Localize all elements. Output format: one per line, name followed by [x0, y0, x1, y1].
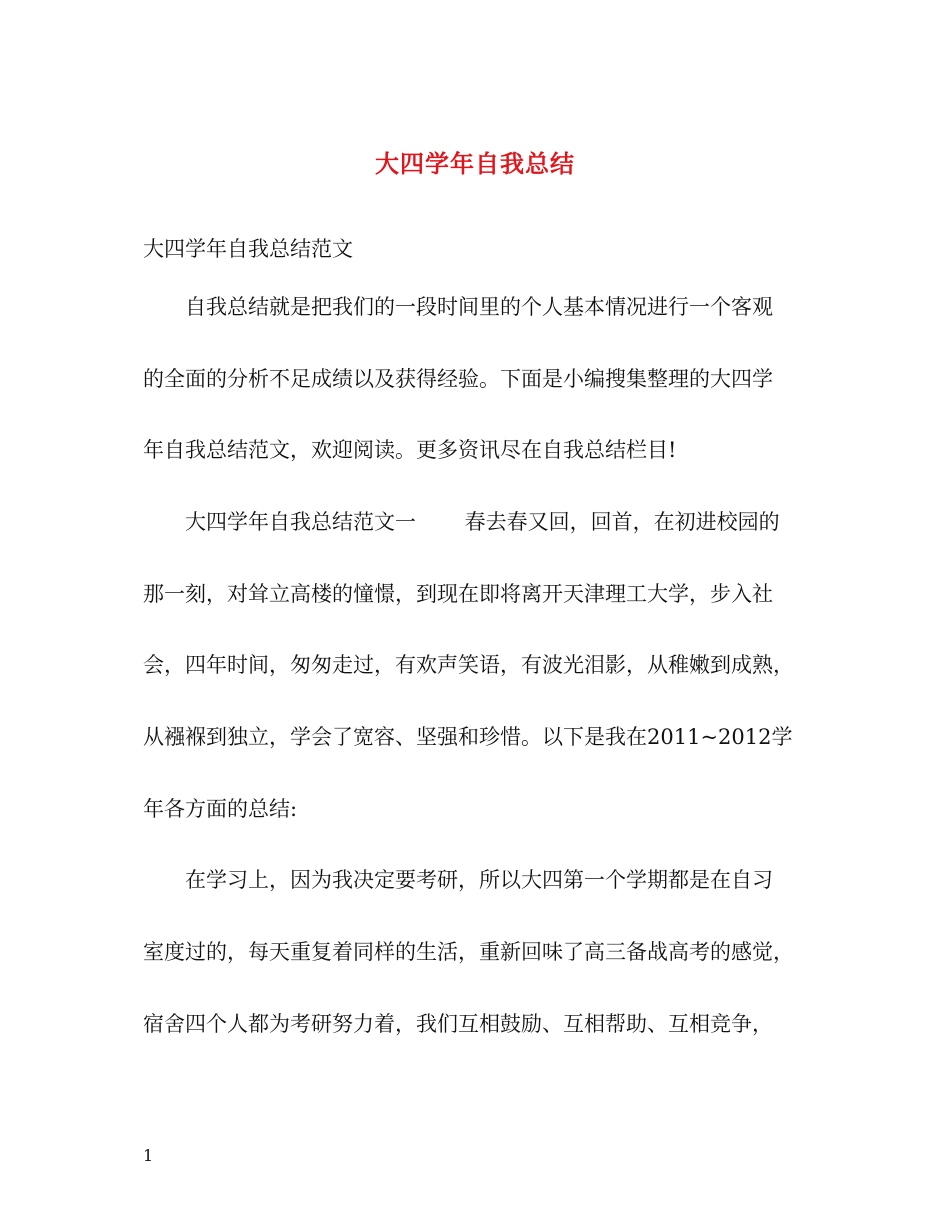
page-number: 1 [143, 1146, 154, 1165]
paragraph-line: 大四学年自我总结范文一 春去春又回，回首，在初进校园的 [185, 510, 780, 534]
paragraph-line: 的全面的分析不足成绩以及获得经验。下面是小编搜集整理的大四学 [143, 367, 773, 391]
paragraph-line: 自我总结就是把我们的一段时间里的个人基本情况进行一个客观 [185, 295, 773, 319]
paragraph-line: 从襁褓到独立，学会了宽容、坚强和珍惜。以下是我在2011~2012学 [143, 725, 793, 749]
paragraph-line: 那一刻，对耸立高楼的憧憬，到现在即将离开天津理工大学，步入社 [143, 582, 773, 606]
paragraph-line: 会，四年时间，匆匆走过，有欢声笑语，有波光泪影，从稚嫩到成熟， [143, 653, 794, 677]
document-title: 大四学年自我总结 [375, 149, 575, 178]
paragraph-line: 年自我总结范文，欢迎阅读。更多资讯尽在自我总结栏目! [143, 438, 677, 462]
paragraph-line: 宿舍四个人都为考研努力着，我们互相鼓励、互相帮助、互相竞争， [143, 1012, 773, 1036]
paragraph-line: 室度过的，每天重复着同样的生活，重新回味了高三备战高考的感觉， [143, 940, 794, 964]
document-subtitle: 大四学年自我总结范文 [143, 237, 353, 261]
paragraph-line: 在学习上，因为我决定要考研，所以大四第一个学期都是在自习 [185, 868, 773, 892]
paragraph-line: 年各方面的总结: [143, 797, 298, 821]
